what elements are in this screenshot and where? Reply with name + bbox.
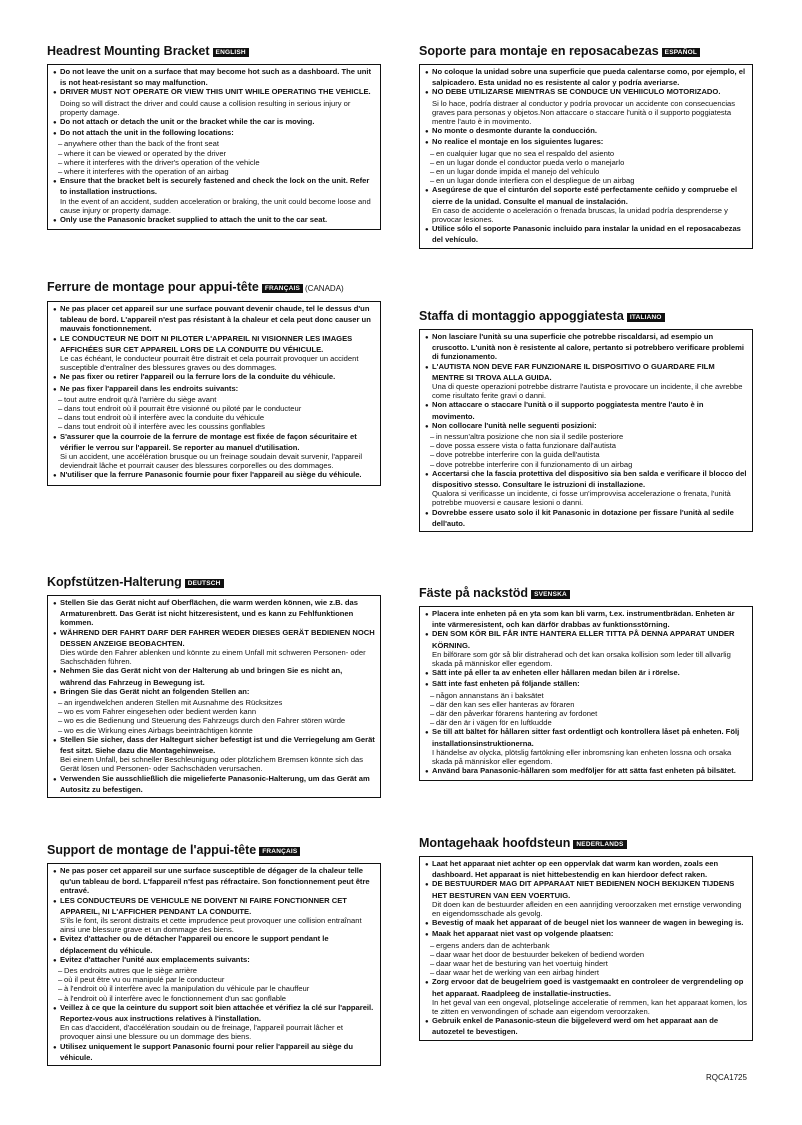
explanation-text: Le cas échéant, le conducteur pourrait être distrait et cela pourrait provoquer un accident susceptible d'entraîner des blessures graves ou des dommages.	[60, 354, 359, 373]
warning-item: ● L'AUTISTA NON DEVE FAR FUNZIONARE IL DISPOSITIVO O GUARDARE FILM MENTRE SI TROVA ALLA GUIDA.	[425, 362, 747, 382]
explanation-text: Dies würde den Fahrer ablenken und könnte zu einem Unfall mit schweren Personen- oder Sachschäden führen.	[60, 648, 366, 667]
warning-item: ● Only use the Panasonic bracket supplied to attach the unit to the car seat.	[53, 215, 375, 226]
warning-item: ● Stellen Sie sicher, dass der Haltegurt sicher befestigt ist und die Verriegelung am Gerät fest sitzt. Siehe dazu die Montagehinweise.	[53, 735, 375, 755]
location-item: – en un lugar donde interfiera con el despliegue de un airbag	[425, 176, 747, 185]
location-item: – where it interferes with the operation of an airbag	[53, 167, 375, 176]
location-item: – wo es vom Fahrer eingesehen oder bedient werden kann	[53, 707, 375, 716]
section-deutsch	[47, 575, 381, 798]
location-item: – tout autre endroit qu'à l'arrière du siège avant	[53, 395, 375, 404]
warning-item: ● Accertarsi che la fascia protettiva del dispositivo sia ben salda e verificare il blocco del dispositivo stesso. Consultare le istruzioni di installazione.	[425, 469, 747, 489]
warning-item: ● Zorg ervoor dat de beugelriem goed is vastgemaakt en controleer de vergrendeling op het apparaat. Raadpleeg de installatie-instructies.	[425, 977, 747, 997]
explanation-text: I händelse av olycka, plötslig fartökning eller inbromsning kan enheten lossna och orsaka skada på människor eller egendom.	[432, 747, 732, 767]
warning-item: ● Laat het apparaat niet achter op een oppervlak dat warm kan worden, zoals een dashboard. Het apparaat is niet hittebestendig en kan hierdoor defect raken.	[425, 859, 747, 879]
explanation-text: Si lo hace, podría distraer al conductor y podría provocar un accidente con consecuencias graves para personas y objetos.Non attaccare o staccare l'unità o il supporto poggiatesta mentre l'auto è in movimento.	[432, 98, 736, 127]
section-francais	[47, 843, 381, 1066]
warning-item: ● S'assurer que la courroie de la ferrure de montage est fixée de façon sécuritaire et vérifier le verrou sur l'appareil. Se reporter au manuel d'utilisation.	[53, 432, 375, 452]
warning-item: ● N'utiliser que la ferrure Panasonic fournie pour fixer l'appareil au siège du véhicule.	[53, 470, 375, 481]
location-item: – där den är i vägen för en luftkudde	[425, 718, 747, 727]
warning-item: ● Sätt inte på eller ta av enheten eller hållaren medan bilen är i rörelse.	[425, 668, 747, 679]
warning-item: ● DRIVER MUST NOT OPERATE OR VIEW THIS UNIT WHILE OPERATING THE VEHICLE.	[53, 87, 375, 98]
location-item: – dans tout endroit où il interfère avec la conduite du véhicule	[53, 413, 375, 422]
warning-box	[419, 329, 753, 532]
warning-box	[419, 856, 753, 1041]
warning-item: ● Använd bara Panasonic-hållaren som medföljer för att sätta fast enheten på bilsätet.	[425, 766, 747, 777]
warning-item: ● Ne pas fixer l'appareil dans les endroits suivants:	[53, 384, 375, 395]
warning-item: ● Do not attach the unit in the following locations:	[53, 128, 375, 139]
region-note: (CANADA)	[305, 284, 344, 293]
location-item: – där den kan ses eller hanteras av föraren	[425, 700, 747, 709]
location-item: – where it interferes with the driver's operation of the vehicle	[53, 158, 375, 167]
language-badge: SVENSKA	[531, 590, 570, 599]
warning-item: ● No coloque la unidad sobre una superficie que pueda calentarse como, por ejemplo, el salpicadero. Esta unidad no es resistente al calor y podría averiarse.	[425, 67, 747, 87]
warning-item: ● Ne pas placer cet appareil sur une surface pouvant devenir chaude, tel le dessus d'un tableau de bord. L'appareil n'est pas résistant à la chaleur et cela peut donc causer un mauvais fonctionnement.	[53, 304, 375, 334]
warning-item: ● No monte o desmonte durante la conducción.	[425, 126, 747, 137]
section-title: Ferrure de montage pour appui-tête FRANÇAIS (CANADA)	[47, 280, 344, 294]
section-english	[47, 44, 381, 230]
explanation-text: S'ils le font, ils seront distraits et cette imprudence peut provoquer une collision entraînant ainsi une blessure grave et un dommage des biens.	[60, 916, 362, 935]
explanation-text: Una di queste operazioni potrebbe distrarre l'autista e provocare un incidente, il che avrebbe come risultato ferite gravi o danni.	[432, 382, 743, 401]
language-badge: ESPAÑOL	[662, 48, 700, 57]
location-item: – där den påverkar förarens hantering av fordonet	[425, 709, 747, 718]
location-item: – in nessun'altra posizione che non sia il sedile posteriore	[425, 432, 747, 441]
warning-item: ● LES CONDUCTEURS DE VEHICULE NE DOIVENT NI FAIRE FONCTIONNER CET APPAREIL, NI L'AFFICHER PENDANT LA CONDUITE.	[53, 896, 375, 916]
section-francais-canada	[47, 280, 381, 486]
warning-item: ● Ne pas poser cet appareil sur une surface susceptible de dégager de la chaleur telle qu'un tableau de bord. L'fappareil n'fest pas réfractaire. Son fonctionnement peut être entravé.	[53, 866, 375, 896]
explanation-text: In het geval van een ongeval, plotselinge acceleratie of remmen, kan het apparaat komen, los te zitten en verwondingen of schade aan eigendom veroorzaken.	[432, 997, 747, 1017]
location-item: – Des endroits autres que le siège arrière	[53, 966, 375, 975]
location-item: – où il peut être vu ou manipulé par le conducteur	[53, 975, 375, 984]
explanation-text: Doing so will distract the driver and could cause a collision resulting in serious injury or property damage.	[60, 98, 351, 117]
location-item: – an irgendwelchen anderen Stellen mit Ausnahme des Rücksitzes	[53, 698, 375, 707]
section-title: Soporte para montaje en reposacabezas ESPAÑOL	[419, 44, 753, 59]
section-title: Fäste på nackstöd SVENSKA	[419, 586, 753, 601]
section-title: Support de montage de l'appui-tête FRANÇAIS	[47, 843, 381, 858]
warning-item: ● Stellen Sie das Gerät nicht auf Oberflächen, die warm werden können, wie z.B. das Armaturenbrett. Das Gerät ist nicht hitzeresistent, und es kann zu Fehlfunktionen kommen.	[53, 598, 375, 628]
warning-item: ● Se till att bältet för hållaren sitter fast ordentligt och kontrollera låset på enheten. Följ installationsinstruktionerna.	[425, 727, 747, 747]
warning-item: ● Dovrebbe essere usato solo il kit Panasonic in dotazione per fissare l'unità al sedile dell'auto.	[425, 508, 747, 528]
language-badge: FRANÇAIS	[262, 284, 303, 293]
location-item: – anywhere other than the back of the front seat	[53, 139, 375, 148]
section-svenska	[419, 586, 753, 781]
explanation-text: En cas d'accident, d'accélération soudain ou de freinage, l'appareil pourrait lâcher et provoquer ainsi une blessure ou un dommage des biens.	[60, 1023, 343, 1042]
warning-item: ● Ensure that the bracket belt is securely fastened and check the lock on the unit. Refer to installation instructions.	[53, 176, 375, 196]
warning-item: ● DEN SOM KÖR BIL FÅR INTE HANTERA ELLER TITTA PÅ DENNA APPARAT UNDER KÖRNING.	[425, 629, 747, 649]
warning-box	[47, 595, 381, 798]
warning-item: ● Bringen Sie das Gerät nicht an folgenden Stellen an:	[53, 687, 375, 698]
location-item: – à l'endroit où il interfère avec le fonctionnement d'un sac gonflable	[53, 994, 375, 1003]
document-code: RQCA1725	[706, 1073, 747, 1082]
warning-item: ● LE CONDUCTEUR NE DOIT NI PILOTER L'APPAREIL NI VISIONNER LES IMAGES AFFICHÉES SUR CET APPAREIL LORS DE LA CONDUITE DU VÉHICULE.	[53, 334, 375, 354]
language-badge: DEUTSCH	[185, 579, 224, 588]
warning-item: ● Evitez d'attacher ou de détacher l'appareil ou encore le support pendant le déplacement du véhicule.	[53, 934, 375, 954]
warning-item: ● DE BESTUURDER MAG DIT APPARAAT NIET BEDIENEN NOCH BEKIJKEN TIJDENS HET BESTUREN VAN EEN VOERTUIG.	[425, 879, 747, 899]
language-badge: ITALIANO	[627, 313, 665, 322]
warning-item: ● Gebruik enkel de Panasonic-steun die bijgeleverd werd om het apparaat aan de autozetel te bevestigen.	[425, 1016, 747, 1036]
location-item: – ergens anders dan de achterbank	[425, 941, 747, 950]
warning-box	[47, 863, 381, 1066]
section-espanol	[419, 44, 753, 249]
warning-item: ● Utilice sólo el soporte Panasonic incluido para instalar la unidad en el reposacabezas del vehículo.	[425, 224, 747, 244]
warning-item: ● Ne pas fixer ou retirer l'appareil ou la ferrure lors de la conduite du véhicule.	[53, 372, 375, 383]
location-item: – en un lugar donde impida el manejo del vehículo	[425, 167, 747, 176]
warning-box	[47, 301, 381, 486]
section-title: Montagehaak hoofdsteun NEDERLANDS	[419, 836, 753, 851]
explanation-text: En caso de accidente o aceleración o frenada bruscas, la unidad podría desprenderse y provocar lesiones.	[432, 205, 728, 225]
explanation-text: In the event of an accident, sudden acceleration or braking, the unit could become loose and cause injury or property damage.	[60, 196, 371, 215]
location-item: – wo es die Bedienung und Steuerung des Fahrzeugs durch den Fahrer stören würde	[53, 716, 375, 725]
location-item: – dans tout endroit où il pourrait être visionné ou piloté par le conducteur	[53, 404, 375, 413]
language-badge: NEDERLANDS	[573, 840, 626, 849]
location-item: – daar waar het de besturing van het voertuig hindert	[425, 959, 747, 968]
explanation-text: Qualora si verificasse un incidente, ci fosse un'improvvisa accelerazione o frenata, l'unità potrebbe muoversi e causare lesioni o danni.	[432, 489, 731, 508]
warning-item: ● Utilisez uniquement le support Panasonic fourni pour relier l'appareil au siège du véhicule.	[53, 1042, 375, 1062]
location-item: – en cualquier lugar que no sea el respaldo del asiento	[425, 149, 747, 158]
location-item: – daar waar het door de bestuurder bekeken of bediend worden	[425, 950, 747, 959]
warning-box	[419, 606, 753, 781]
location-item: – dove potrebbe interferire con il funzionamento di un airbag	[425, 460, 747, 469]
section-italiano	[419, 309, 753, 532]
warning-item: ● Asegúrese de que el cinturón del soporte esté perfectamente ceñido y compruebe el cierre de la unidad. Consulte el manual de instalación.	[425, 185, 747, 205]
explanation-text: Bei einem Unfall, bei schneller Beschleunigung oder plötzlichem Bremsen könnte sich das Gerät lösen und Personen- oder Sachschäden verursachen.	[60, 755, 364, 774]
warning-item: ● NO DEBE UTILIZARSE MIENTRAS SE CONDUCE UN VEHIICULO MOTORIZADO.	[425, 87, 747, 98]
location-item: – dove potrebbe interferire con la guida dell'autista	[425, 450, 747, 459]
location-item: – à l'endroit où il interfère avec la manipulation du véhicule par le chauffeur	[53, 984, 375, 993]
location-item: – någon annanstans än i baksätet	[425, 691, 747, 700]
location-item: – where it can be viewed or operated by the driver	[53, 149, 375, 158]
section-title: Headrest Mounting Bracket ENGLISH	[47, 44, 381, 59]
warning-item: ● No realice el montaje en los siguientes lugares:	[425, 137, 747, 148]
explanation-text: En bilförare som gör så blir distraherad och det kan orsaka kollision som leder till allvarlig skada på människor eller egendom.	[432, 649, 731, 669]
section-title: Staffa di montaggio appoggiatesta ITALIANO	[419, 309, 753, 324]
warning-item: ● Non collocare l'unità nelle seguenti posizioni:	[425, 421, 747, 432]
warning-item: ● WÄHREND DER FAHRT DARF DER FAHRER WEDER DIESES GERÄT BEDIENEN NOCH DESSEN ANZEIGE BEOBACHTEN.	[53, 628, 375, 648]
warning-item: ● Do not attach or detach the unit or the bracket while the car is moving.	[53, 117, 375, 128]
warning-item: ● Verwenden Sie ausschließlich die migelieferte Panasonic-Halterung, um das Gerät am Autositz zu befestigen.	[53, 774, 375, 794]
warning-item: ● Non attaccare o staccare l'unità o il supporto poggiatesta mentre l'auto è in movimento.	[425, 400, 747, 420]
warning-item: ● Maak het apparaat niet vast op volgende plaatsen:	[425, 929, 747, 940]
location-item: – en un lugar donde el conductor pueda verlo o manejarlo	[425, 158, 747, 167]
warning-item: ● Sätt inte fast enheten på följande ställen:	[425, 679, 747, 690]
warning-box	[47, 64, 381, 230]
location-item: – wo es die Wirkung eines Airbags beeinträchtigen könnte	[53, 726, 375, 735]
warning-item: ● Nehmen Sie das Gerät nicht von der Halterung ab und bringen Sie es nicht an, während das Fahrzeug in Bewegung ist.	[53, 666, 375, 686]
explanation-text: Dit doen kan de bestuurder afleiden en een aanrijding veroorzaken met ernstige verwonding en eigendomsschade als gevolg.	[432, 899, 742, 919]
language-badge: ENGLISH	[213, 48, 249, 57]
explanation-text: Si un accident, une accélération brusque ou un freinage soudain devait survenir, l'appareil deviendrait lâche et pourrait causer des blessures corporelles ou des dommages.	[60, 452, 363, 471]
location-item: – dove possa essere vista o fatta funzionare dall'autista	[425, 441, 747, 450]
location-item: – dans tout endroit où il interfère avec les coussins gonflables	[53, 422, 375, 431]
location-item: – daar waar het de werking van een airbag hindert	[425, 968, 747, 977]
warning-item: ● Veillez à ce que la ceinture du support soit bien attachée et vérifiez la clé sur l'appareil. Reportez-vous aux instructions relatives à l'installation.	[53, 1003, 375, 1023]
warning-item: ● Placera inte enheten på en yta som kan bli varm, t.ex. instrumentbrädan. Enheten är inte värmeresistent, och kan därför drabbas av funktionsstörning.	[425, 609, 747, 629]
warning-item: ● Non lasciare l'unità su una superficie che potrebbe riscaldarsi, ad esempio un cruscotto. L'unità non è resistente al calore, pertanto si potrebbero verificare problemi di funzionamento.	[425, 332, 747, 362]
section-title: Kopfstützen-Halterung DEUTSCH	[47, 575, 381, 590]
section-nederlands	[419, 836, 753, 1041]
warning-item: ● Bevestig of maak het apparaat of de beugel niet los wanneer de wagen in beweging is.	[425, 918, 747, 929]
warning-box	[419, 64, 753, 249]
language-badge: FRANÇAIS	[259, 847, 300, 856]
warning-item: ● Evitez d'attacher l'unité aux emplacements suivants:	[53, 955, 375, 966]
warning-item: ● Do not leave the unit on a surface that may become hot such as a dashboard. The unit is not heat-resistant so may malfunction.	[53, 67, 375, 87]
